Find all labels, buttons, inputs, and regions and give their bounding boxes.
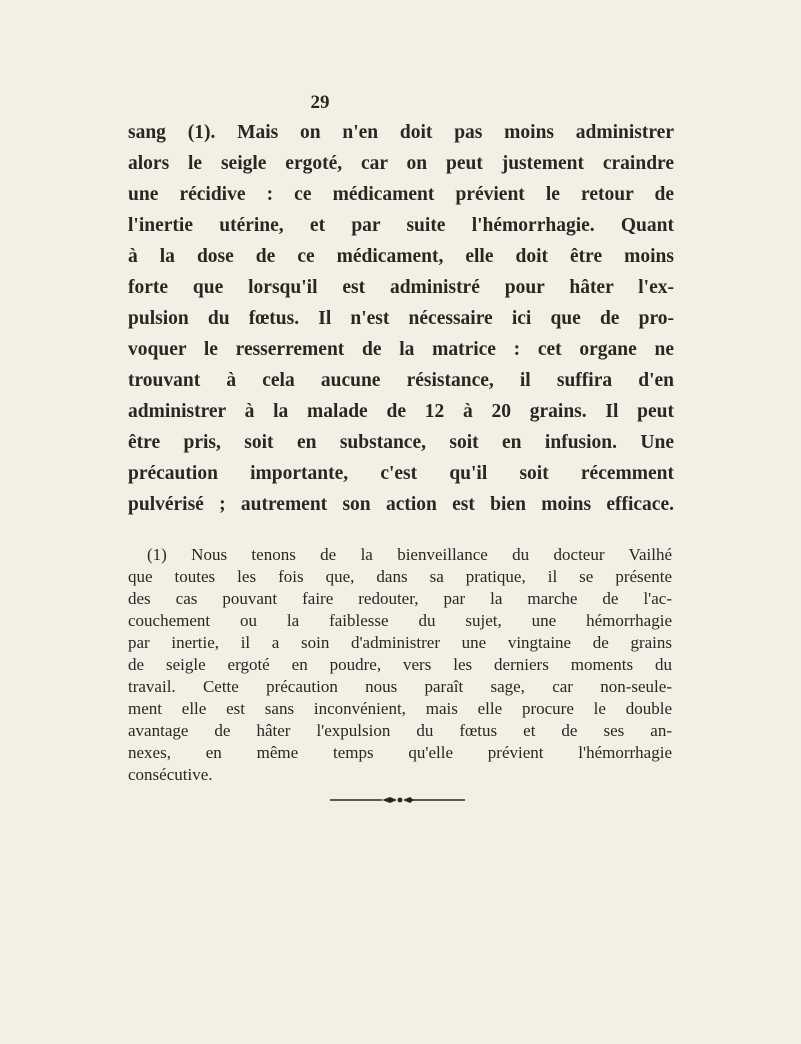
footnote-line: ment elle est sans inconvénient, mais elle procure le double	[128, 699, 672, 718]
body-line: être pris, soit en substance, soit en infusion. Une	[128, 432, 674, 453]
footnote-line: (1) Nous tenons de la bienveillance du docteur Vailhé	[147, 545, 672, 564]
footnote-line: travail. Cette précaution nous paraît sage, car non-seule-	[128, 677, 672, 696]
footnote-line: consécutive.	[128, 765, 213, 784]
body-line: pulvérisé ; autrement son action est bien moins efficace.	[128, 494, 674, 515]
footnote-line: des cas pouvant faire redouter, par la marche de l'ac-	[128, 589, 672, 608]
body-line: l'inertie utérine, et par suite l'hémorrhagie. Quant	[128, 215, 674, 236]
ornamental-rule	[330, 796, 465, 804]
footnote-line: de seigle ergoté en poudre, vers les derniers moments du	[128, 655, 672, 674]
body-line: alors le seigle ergoté, car on peut justement craindre	[128, 153, 674, 174]
body-line: précaution importante, c'est qu'il soit récemment	[128, 463, 674, 484]
body-line: voquer le resserrement de la matrice : cet organe ne	[128, 339, 674, 360]
page-number: 29	[310, 92, 330, 113]
footnote-line: avantage de hâter l'expulsion du fœtus et de ses an-	[128, 721, 672, 740]
body-line: pulsion du fœtus. Il n'est nécessaire ici que de pro-	[128, 308, 674, 329]
footnote-line: nexes, en même temps qu'elle prévient l'hémorrhagie	[128, 743, 672, 762]
body-line: une récidive : ce médicament prévient le retour de	[128, 184, 674, 205]
footnote-line: que toutes les fois que, dans sa pratique, il se présente	[128, 567, 672, 586]
body-line: sang (1). Mais on n'en doit pas moins administrer	[128, 122, 674, 143]
body-line: forte que lorsqu'il est administré pour hâter l'ex-	[128, 277, 674, 298]
body-line: administrer à la malade de 12 à 20 grains. Il peut	[128, 401, 674, 422]
body-line: à la dose de ce médicament, elle doit être moins	[128, 246, 674, 267]
footnote-line: par inertie, il a soin d'administrer une vingtaine de grains	[128, 633, 672, 652]
footnote-line: couchement ou la faiblesse du sujet, une hémorrhagie	[128, 611, 672, 630]
body-line: trouvant à cela aucune résistance, il suffira d'en	[128, 370, 674, 391]
